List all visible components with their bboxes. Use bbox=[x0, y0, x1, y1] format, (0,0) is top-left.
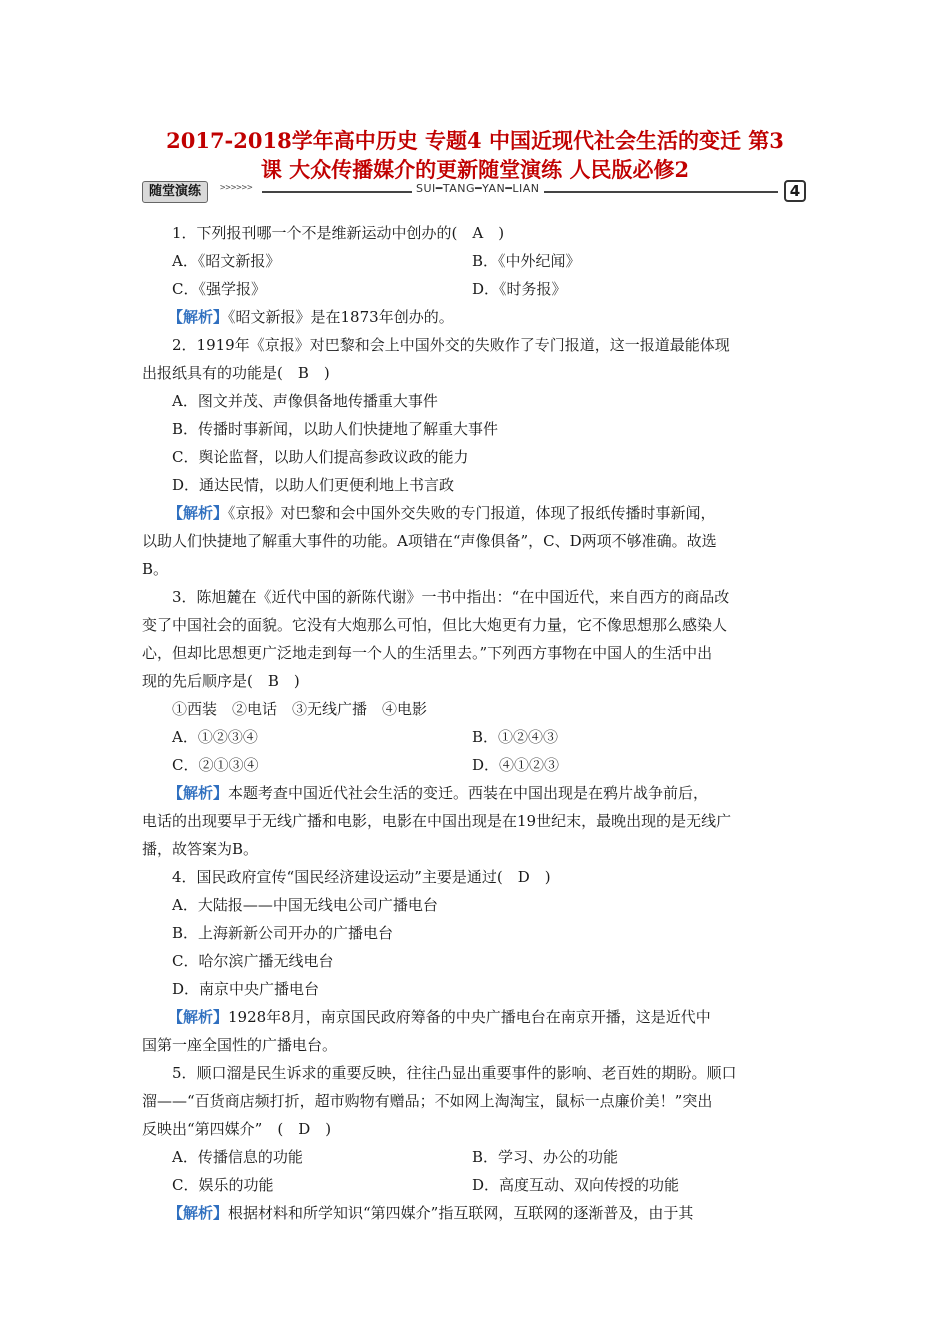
question-3-stem-line-1: 3．陈旭麓在《近代中国的新陈代谢》一书中指出：“在中国近代，来自西方的商品改 bbox=[172, 588, 730, 606]
question-2-option-c: C．舆论监督，以助人们提高参政议政的能力 bbox=[172, 448, 469, 466]
question-3-stem-line-2: 变了中国社会的面貌。它没有大炮那么可怕，但比大炮更有力量，它不像思想那么感染人 bbox=[142, 616, 728, 634]
question-3-analysis-line-3: 播，故答案为B。 bbox=[142, 840, 259, 858]
question-4-option-d: D．南京中央广播电台 bbox=[172, 980, 320, 998]
question-5-stem-line-2: 溜——“百货商店频打折，超市购物有赠品；不如网上淘淘宝，鼠标一点廉价美！”突出 bbox=[142, 1092, 713, 1110]
question-4-analysis bbox=[168, 1006, 711, 1027]
analysis-text: 本题考查中国近代社会生活的变迁。西装在中国出现是在鸦片战争前后， bbox=[228, 784, 709, 802]
banner-number: 4 bbox=[784, 180, 806, 202]
banner-arrows-icon: >>>>>> bbox=[220, 183, 253, 193]
question-3-analysis bbox=[168, 782, 708, 803]
question-2-option-b: B．传播时事新闻，以助人们快捷地了解重大事件 bbox=[172, 420, 499, 438]
question-4-option-c: C．哈尔滨广播无线电台 bbox=[172, 952, 334, 970]
analysis-tag: 【解析】 bbox=[168, 504, 229, 522]
question-3-option-c: C．②①③④ bbox=[172, 756, 259, 774]
question-2-stem-line-1: 2．1919年《京报》对巴黎和会上中国外交的失败作了专门报道，这一报道最能体现 bbox=[172, 336, 730, 354]
question-3-option-b: B．①②④③ bbox=[472, 728, 559, 746]
section-banner bbox=[142, 180, 810, 204]
document-title bbox=[120, 126, 830, 184]
analysis-text: 1928年8月，南京国民政府筹备的中央广播电台在南京开播，这是近代中 bbox=[228, 1008, 711, 1026]
question-5-stem-line-3: 反映出“第四媒介” ( D ) bbox=[142, 1120, 332, 1138]
analysis-tag: 【解析】 bbox=[168, 784, 229, 802]
question-5-stem-line-1: 5．顺口溜是民生诉求的重要反映，往往凸显出重要事件的影响、老百姓的期盼。顺口 bbox=[172, 1064, 737, 1082]
analysis-text: 《京报》对巴黎和会中国外交失败的专门报道，体现了报纸传播时事新闻， bbox=[228, 504, 716, 522]
question-2-analysis-line-2: 以助人们快捷地了解重大事件的功能。A项错在“声像俱备”，C、D两项不够准确。故选 bbox=[142, 532, 717, 550]
question-4-option-a: A．大陆报——中国无线电公司广播电台 bbox=[172, 896, 438, 914]
question-4-stem: 4．国民政府宣传“国民经济建设运动”主要是通过( D ) bbox=[172, 868, 551, 886]
question-3-stem-line-4: 现的先后顺序是( B ) bbox=[142, 672, 300, 690]
question-1-analysis bbox=[168, 306, 454, 327]
banner-pinyin: SUI━TANG━YAN━LIAN bbox=[412, 182, 544, 195]
question-3-stem-line-3: 心，但却比思想更广泛地走到每一个人的生活里去。”下列西方事物在中国人的生活中出 bbox=[142, 644, 713, 662]
analysis-tag: 【解析】 bbox=[168, 1008, 229, 1026]
question-1-option-b: B．《中外纪闻》 bbox=[472, 252, 581, 270]
question-3-option-d: D．④①②③ bbox=[472, 756, 560, 774]
analysis-text: 《昭文新报》是在1873年创办的。 bbox=[228, 308, 454, 326]
question-4-option-b: B．上海新新公司开办的广播电台 bbox=[172, 924, 394, 942]
question-4-analysis-line-2: 国第一座全国性的广播电台。 bbox=[142, 1036, 338, 1054]
banner-label: 随堂演练 bbox=[142, 181, 208, 203]
title-line-2: 课 大众传播媒介的更新随堂演练 人民版必修2 bbox=[260, 157, 690, 182]
question-5-option-d: D．高度互动、双向传授的功能 bbox=[472, 1176, 680, 1194]
question-3-items: ①西装 ②电话 ③无线广播 ④电影 bbox=[172, 700, 428, 718]
question-3-analysis-line-2: 电话的出现要早于无线广播和电影，电影在中国出现是在19世纪末，最晚出现的是无线广 bbox=[142, 812, 732, 830]
question-5-analysis bbox=[168, 1202, 693, 1223]
question-2-analysis-line-3: B。 bbox=[142, 560, 169, 578]
question-3-option-a: A．①②③④ bbox=[172, 728, 258, 746]
question-5-option-b: B．学习、办公的功能 bbox=[472, 1148, 619, 1166]
title-line-1: 2017-2018学年高中历史 专题4 中国近现代社会生活的变迁 第3 bbox=[166, 128, 784, 153]
question-2-stem-line-2: 出报纸具有的功能是( B ) bbox=[142, 364, 330, 382]
question-1-stem: 1．下列报刊哪一个不是维新运动中创办的( A ) bbox=[172, 224, 505, 242]
question-5-option-c: C．娱乐的功能 bbox=[172, 1176, 274, 1194]
question-2-option-a: A．图文并茂、声像俱备地传播重大事件 bbox=[172, 392, 438, 410]
question-5-option-a: A．传播信息的功能 bbox=[172, 1148, 303, 1166]
analysis-tag: 【解析】 bbox=[168, 308, 229, 326]
analysis-text: 根据材料和所学知识“第四媒介”指互联网，互联网的逐渐普及，由于其 bbox=[228, 1204, 694, 1222]
question-1-option-d: D．《时务报》 bbox=[472, 280, 567, 298]
question-2-option-d: D．通达民情，以助人们更便利地上书言政 bbox=[172, 476, 455, 494]
analysis-tag: 【解析】 bbox=[168, 1204, 229, 1222]
question-1-option-a: A．《昭文新报》 bbox=[172, 252, 281, 270]
question-2-analysis bbox=[168, 502, 716, 523]
question-1-option-c: C．《强学报》 bbox=[172, 280, 266, 298]
